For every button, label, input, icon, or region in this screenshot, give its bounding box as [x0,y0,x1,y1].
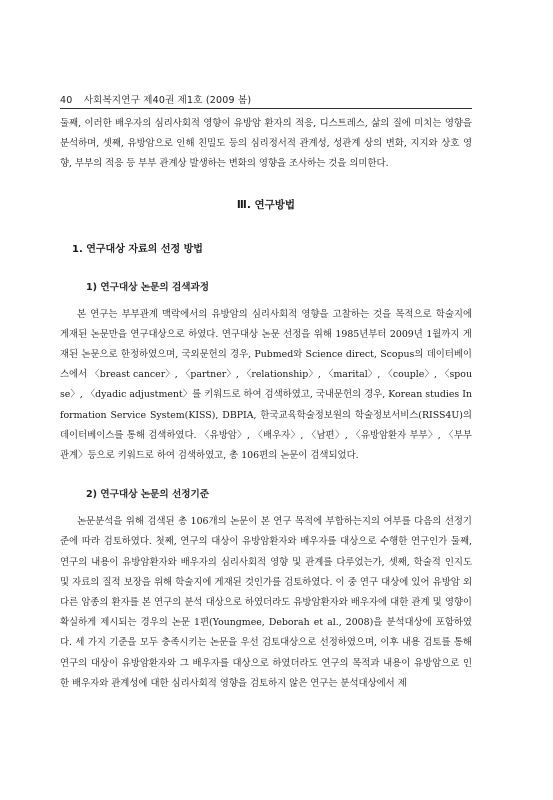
search-process-heading: 1) 연구대상 논문의 검색과정 [86,281,210,293]
page-number: 40 [60,95,73,106]
section-title: Ⅲ. 연구방법 [236,198,296,211]
intro-paragraph: 둘째, 이러한 배우자의 심리사회적 영향이 유방암 환자의 적응, 디스트레스, 삶의 질에 미치는 영향을 분석하며, 셋째, 유방암으로 인해 친밀도 등의 심리정서적 관계성, 성관계 상의 변화, 지지와 상호 영향, 부부의 적응 등 부부 관계상 발생하는 변화의 영향을 조사하는 것을 의미한다. [60,118,472,170]
search-process-paragraph: 본 연구는 부부관계 맥락에서의 유방암의 심리사회적 영향을 고찰하는 것을 목적으로 학술지에 게재된 논문만을 연구대상으로 하였다. 연구대상 논문 선정을 위해 1985년부터 2009년 1월까지 게재된 논문으로 한정하였으며, 국외문헌의 경우, Pubmed와 Science direct, Scopus의 데이터베이스에서 〈breast cancer〉, 〈partner〉, 〈relationship〉, 〈marital〉, 〈couple〉, 〈spouse〉, 〈dyadic adjustment〉를 키워드로 하여 검색하였고, 국내문헌의 경우, Korean studies Information Service System(KISS), DBPIA, 한국교육학술정보원의 학술정보서비스(RISS4U)의 데이터베이스를 통해 검색하였다. 〈유방암〉, 〈배우자〉, 〈남편〉, 〈유방암환자 부부〉, 〈부부 관계〉등으로 키워드로 하여 검색하였고, 총 106편의 논문이 검색되었다. [60,308,472,462]
journal-title: 사회복지연구 제40권 제1호 (2009 봄) [83,95,252,106]
running-header [60,92,472,106]
selection-criteria-heading: 2) 연구대상 논문의 선정기준 [86,489,210,501]
selection-criteria-paragraph: 논문분석을 위해 검색된 총 106개의 논문이 본 연구 목적에 부합하는지의 여부를 다음의 선정기준에 따라 검토하였다. 첫째, 연구의 대상이 유방암환자와 배우자를 대상으로 수행한 연구인가 둘째, 연구의 내용이 유방암환자와 배우자의 심리사회적 영향 및 관계를 다루었는가, 셋째, 학술적 인지도 및 자료의 질적 보장을 위해 학술지에 게재된 것인가를 검토하였다. 이 중 연구 대상에 있어 유방암 외 다른 암종의 환자를 본 연구의 분석 대상으로 하였더라도 유방암환자와 배우자에 대한 관계 및 영향이 확실하게 제시되는 경우의 논문 1편(Youngmee, Deborah et al., 2008)을 분석대상에 포함하였다. 세 가지 기준을 모두 충족시키는 논문을 우선 검토대상으로 선정하였으며, 이후 내용 검토를 통해 연구의 대상이 유방암환자와 그 배우자를 대상으로 하였더라도 연구의 목적과 내용이 유방암으로 인한 배우자와 관계성에 대한 심리사회적 영향을 검토하지 않은 연구는 분석대상에서 제 [60,516,472,689]
page-body [60,114,472,694]
subsection-title: 1. 연구대상 자료의 선정 방법 [72,243,203,255]
header-rule [60,108,472,109]
